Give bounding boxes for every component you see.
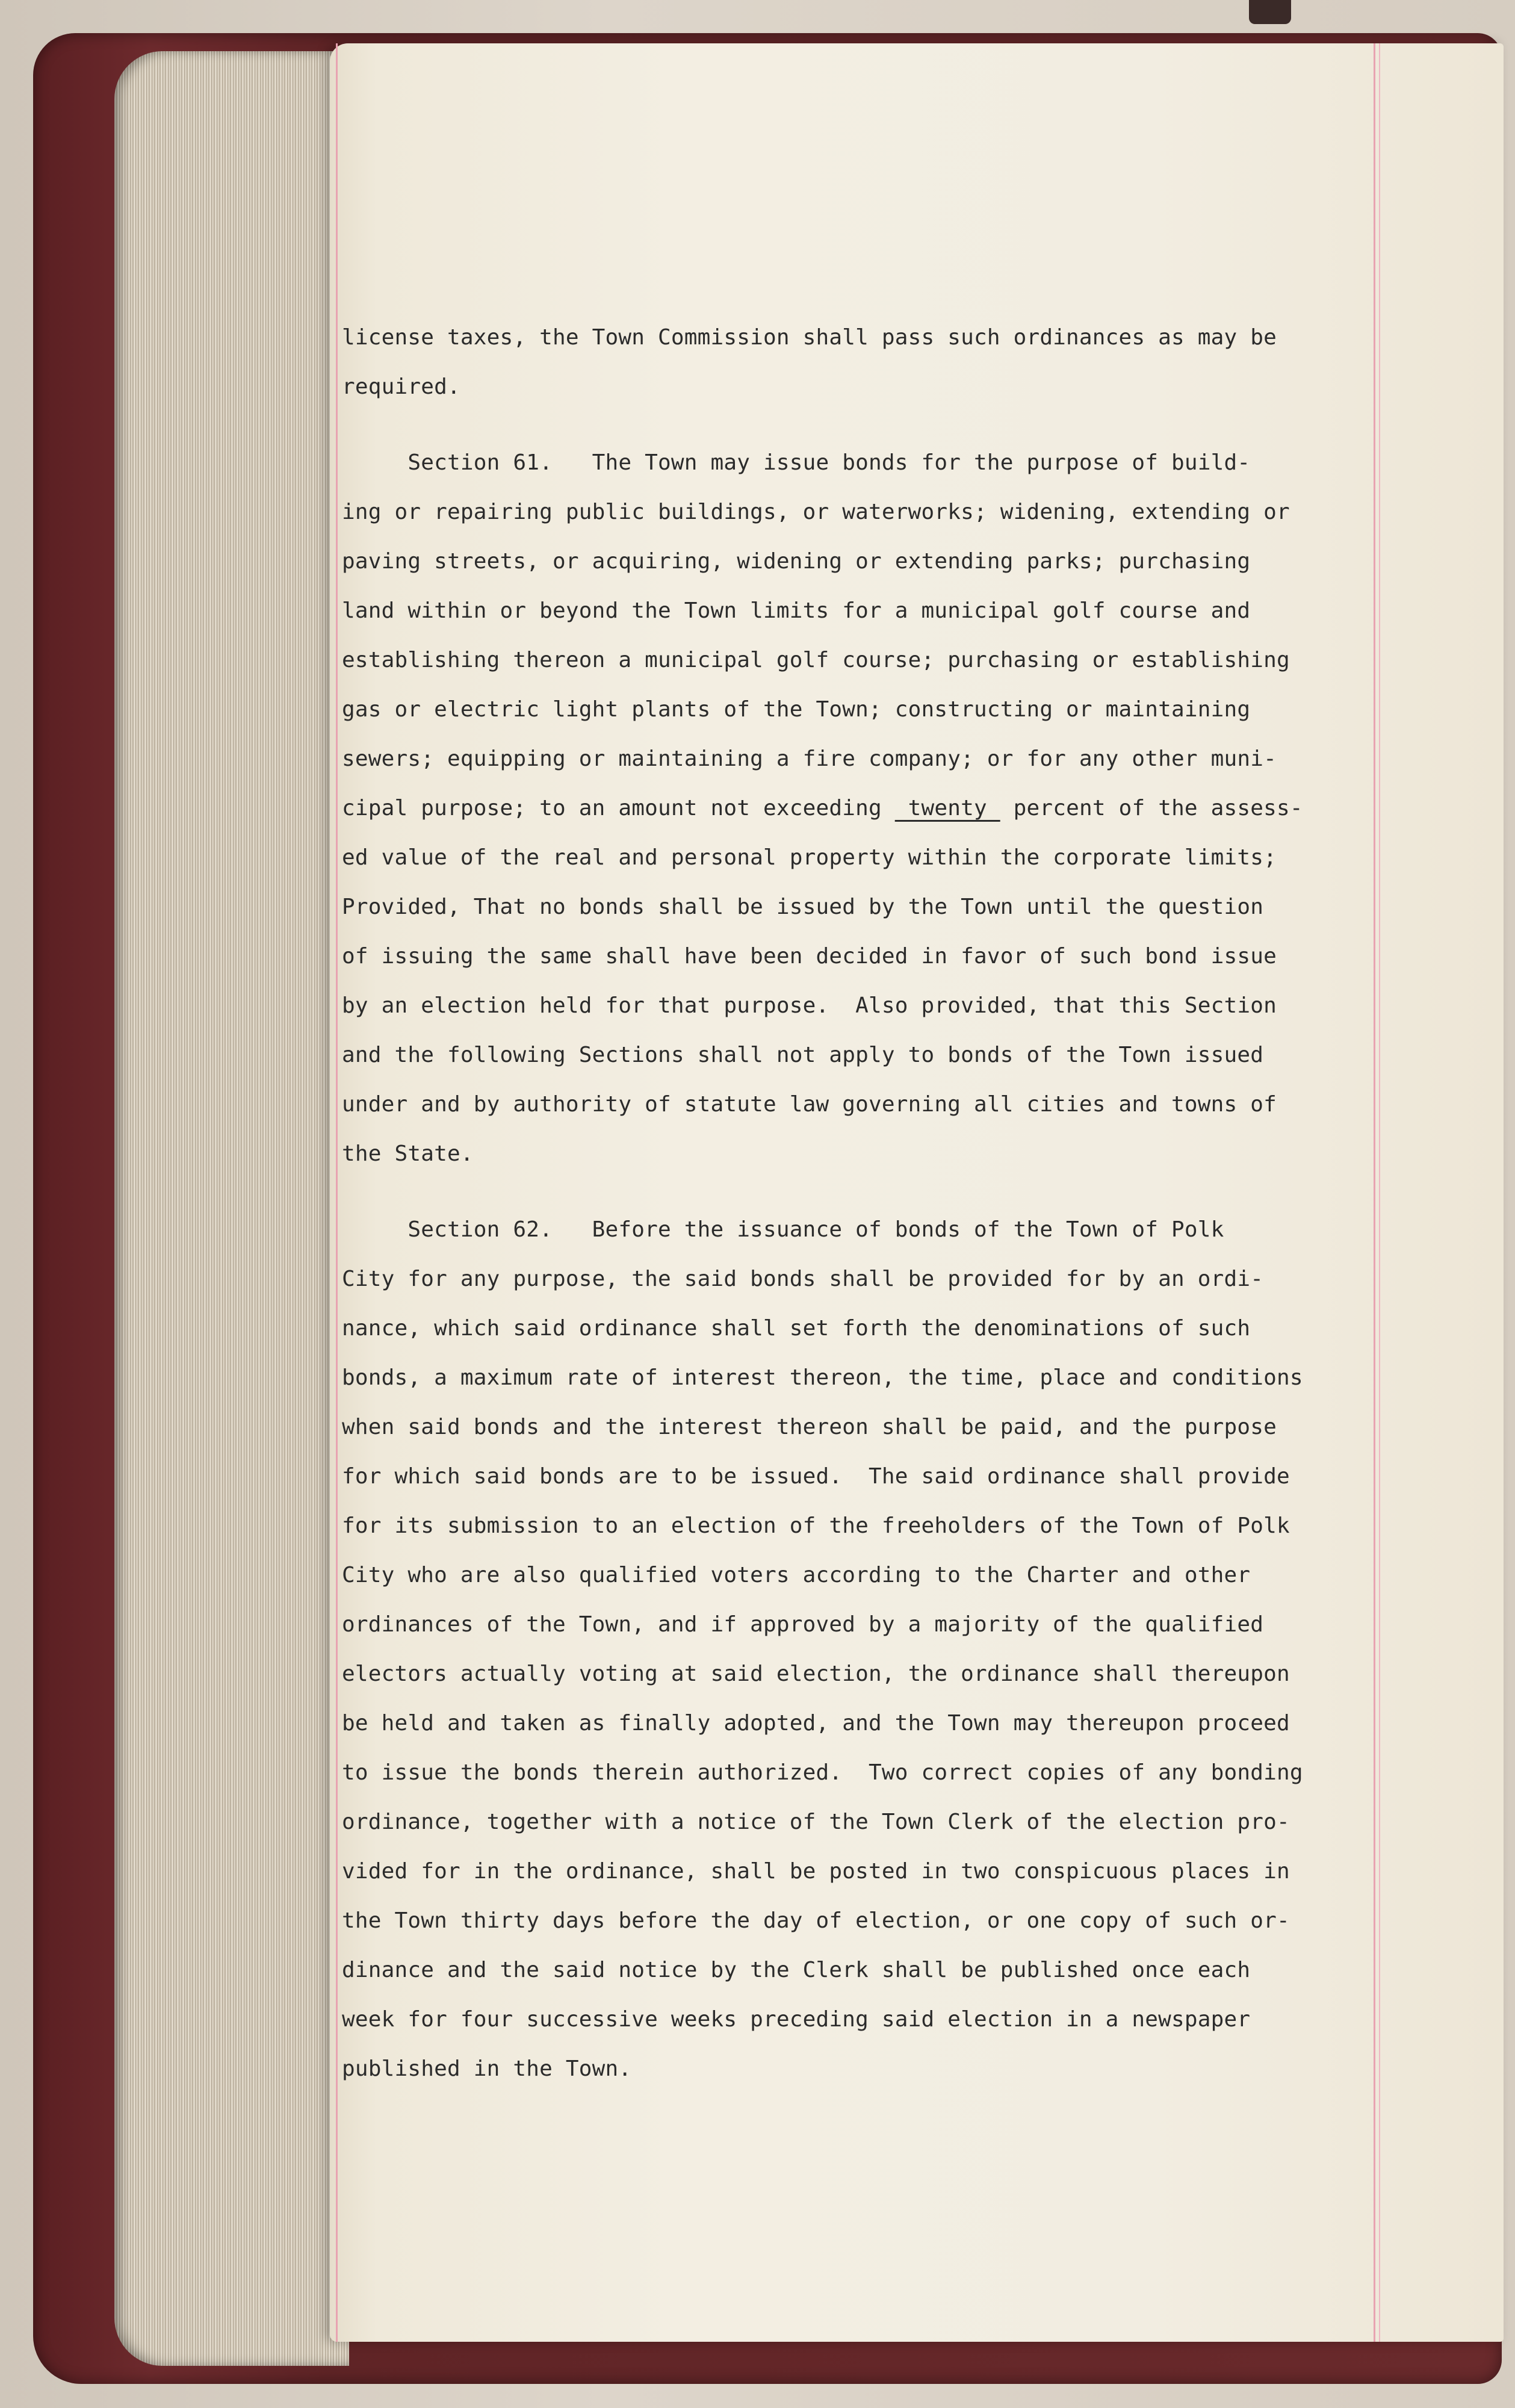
text-line: ed value of the real and personal property within the corporate limits; [342, 845, 1277, 870]
text-line: for which said bonds are to be issued. The said ordinance shall provide [342, 1464, 1290, 1489]
text-line: gas or electric light plants of the Town; constructing or maintaining [342, 697, 1251, 722]
text-line: to issue the bonds therein authorized. Two correct copies of any bonding [342, 1760, 1303, 1785]
text-line: bonds, a maximum rate of interest thereon, the time, place and conditions [342, 1365, 1303, 1390]
text-line: electors actually voting at said election, the ordinance shall thereupon [342, 1662, 1290, 1686]
text-line: when said bonds and the interest thereon shall be paid, and the purpose [342, 1415, 1277, 1439]
paragraph-gap [342, 1179, 1401, 1205]
amount-line [342, 784, 1401, 833]
text-line: ordinance, together with a notice of the Town Clerk of the election pro- [342, 1810, 1290, 1834]
text-line: Provided, That no bonds shall be issued by the Town until the question [342, 895, 1264, 919]
text-line: required. [342, 374, 460, 399]
section-61-heading-line: Section 61. The Town may issue bonds for the purpose of build- [342, 450, 1251, 475]
text-line: published in the Town. [342, 2056, 632, 2081]
text-line: for its submission to an election of the freeholders of the Town of Polk [342, 1513, 1290, 1538]
amount-line-after: percent of the assess- [1000, 796, 1303, 821]
text-line: of issuing the same shall have been decided in favor of such bond issue [342, 944, 1277, 969]
text-line: week for four successive weeks preceding said election in a newspaper [342, 2007, 1251, 2032]
text-line: sewers; equipping or maintaining a fire company; or for any other muni- [342, 746, 1277, 771]
cover-clasp [1249, 0, 1291, 24]
text-line: establishing thereon a municipal golf course; purchasing or establishing [342, 648, 1290, 672]
text-line: and the following Sections shall not apply to bonds of the Town issued [342, 1043, 1264, 1067]
text-line: nance, which said ordinance shall set forth the denominations of such [342, 1316, 1251, 1341]
text-line: land within or beyond the Town limits for a municipal golf course and [342, 598, 1251, 623]
paragraph-gap [342, 412, 1401, 438]
text-line: ing or repairing public buildings, or waterworks; widening, extending or [342, 500, 1290, 524]
text-line: City for any purpose, the said bonds shall be provided for by an ordi- [342, 1267, 1264, 1291]
text-line: the State. [342, 1141, 474, 1166]
text-line: the Town thirty days before the day of election, or one copy of such or- [342, 1908, 1290, 1933]
text-line: City who are also qualified voters according to the Charter and other [342, 1563, 1251, 1587]
amount-blank: twenty [894, 796, 1000, 821]
text-line: vided for in the ordinance, shall be posted in two conspicuous places in [342, 1859, 1290, 1884]
text-line: license taxes, the Town Commission shall pass such ordinances as may be [342, 325, 1277, 350]
amount-line-before: cipal purpose; to an amount not exceeding [342, 796, 895, 821]
text-line: paving streets, or acquiring, widening or extending parks; purchasing [342, 549, 1251, 574]
page-edges [114, 51, 349, 2366]
left-margin-rule [336, 43, 338, 2342]
text-line: ordinances of the Town, and if approved by a majority of the qualified [342, 1612, 1264, 1637]
section-62-heading-line: Section 62. Before the issuance of bonds of the Town of Polk [342, 1217, 1224, 1242]
text-line: be held and taken as finally adopted, and the Town may thereupon proceed [342, 1711, 1290, 1736]
text-line: under and by authority of statute law governing all cities and towns of [342, 1092, 1277, 1117]
text-line: dinance and the said notice by the Clerk shall be published once each [342, 1958, 1251, 1982]
text-line: by an election held for that purpose. Also provided, that this Section [342, 993, 1277, 1018]
typed-text-block [342, 313, 1401, 2094]
